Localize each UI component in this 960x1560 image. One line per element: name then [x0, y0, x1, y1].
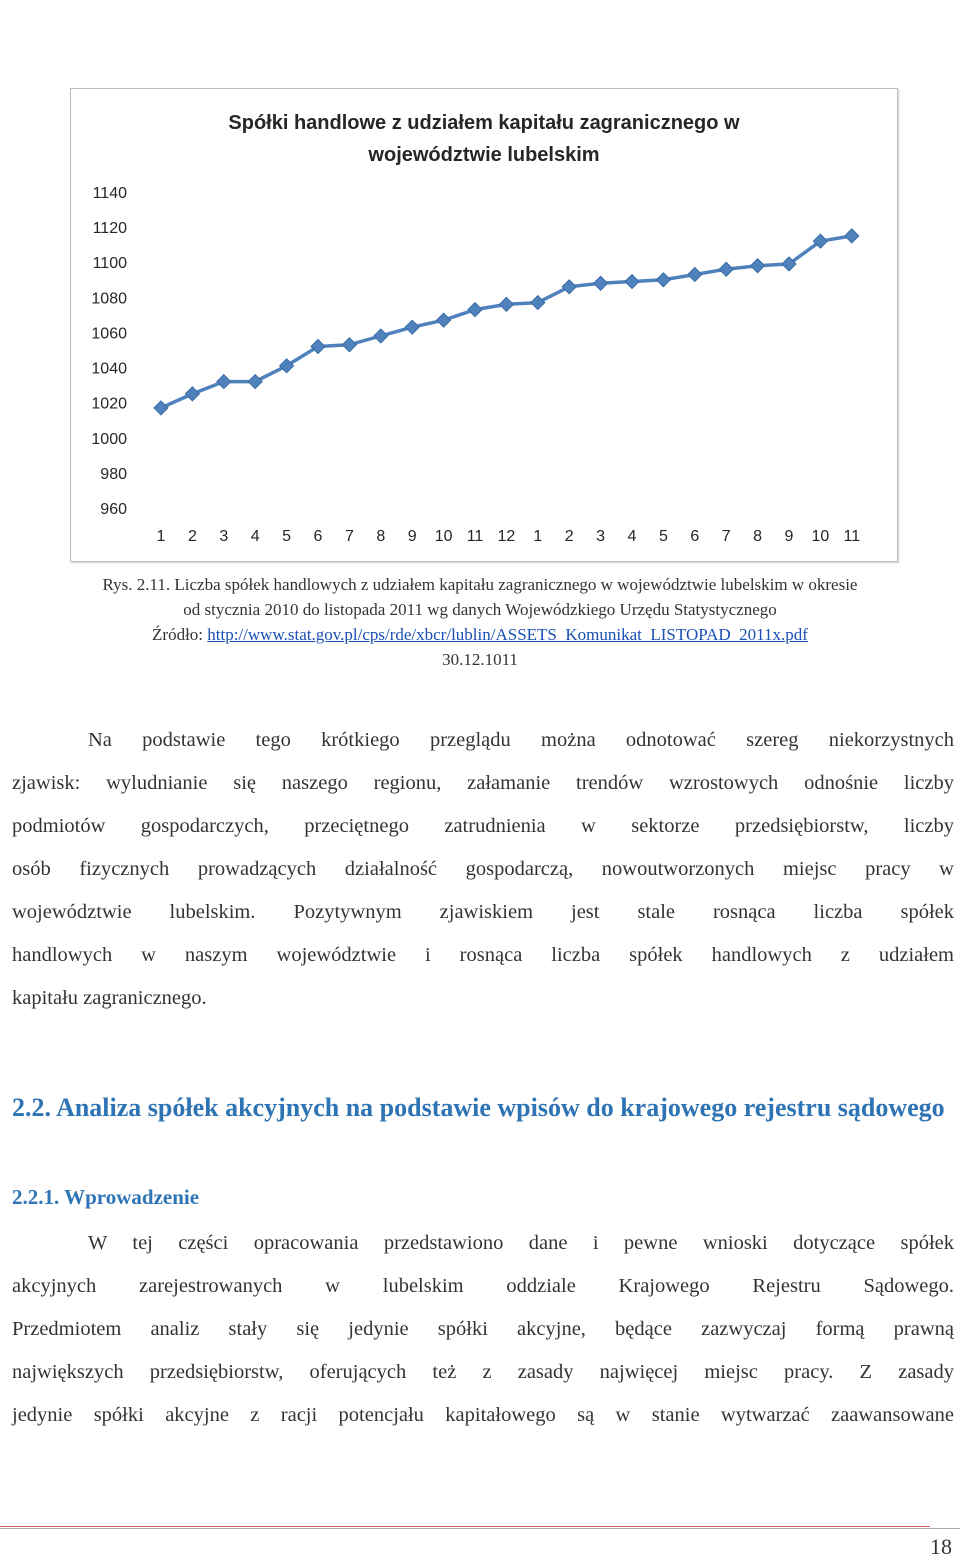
x-tick-label: 3	[596, 528, 606, 545]
caption-line-2: od stycznia 2010 do listopada 2011 wg danych Wojewódzkiego Urzędu Statystycznego	[183, 600, 777, 619]
paragraph-line: akcyjnych zarejestrowanych w lubelskim oddziale Krajowego Rejestru Sądowego.	[12, 1275, 954, 1297]
y-tick-label: 1140	[92, 185, 127, 202]
y-tick-label: 1060	[91, 325, 127, 343]
x-tick-label: 3	[219, 528, 229, 545]
y-tick-label: 960	[100, 501, 127, 518]
paragraph-line: W tej części opracowania przedstawiono dane i pewne wnioski dotyczące spółek	[88, 1232, 954, 1254]
y-tick-label: 980	[100, 465, 127, 483]
x-tick-label: 1	[533, 528, 543, 545]
x-tick-label: 11	[466, 528, 484, 545]
footer-divider-secondary	[0, 1528, 960, 1529]
figure-caption	[0, 572, 960, 672]
data-point-marker	[405, 320, 419, 334]
series-markers	[154, 229, 859, 415]
y-axis-ticks	[91, 185, 127, 518]
x-tick-label: 9	[407, 528, 417, 545]
paragraph-line: jedynie spółki akcyjne z racji potencjału kapitałowego są w stanie wytwarzać zaawansowane	[12, 1404, 954, 1426]
x-tick-label: 1	[156, 528, 166, 545]
data-point-marker	[562, 280, 576, 294]
data-point-marker	[656, 273, 670, 287]
y-tick-label: 1020	[91, 395, 127, 413]
data-point-marker	[845, 229, 859, 243]
x-tick-label: 4	[250, 528, 260, 545]
data-point-marker	[594, 276, 608, 290]
data-point-marker	[185, 387, 199, 401]
x-tick-label: 10	[434, 528, 453, 545]
y-tick-label: 1100	[92, 255, 127, 273]
source-link[interactable]: http://www.stat.gov.pl/cps/rde/xbcr/lublin/ASSETS_Komunikat_LISTOPAD_2011x.pdf	[207, 625, 808, 644]
paragraph-line: osób fizycznych prowadzących działalność gospodarczą, nowoutworzonych miejsc pracy w	[12, 858, 954, 880]
data-point-marker	[499, 297, 513, 311]
caption-date: 30.12.1011	[442, 650, 518, 669]
caption-source	[0, 622, 960, 647]
x-tick-label: 11	[843, 528, 861, 545]
paragraph-line: Przedmiotem analiz stały się jedynie spółki akcyjne, będące zazwyczaj formą prawną	[12, 1318, 954, 1340]
paragraph-line: największych przedsiębiorstw, oferujących też z zasady najwięcej miejsc pracy. Z zasady	[12, 1361, 954, 1383]
x-tick-label: 2	[187, 528, 197, 545]
section-heading: 2.2. Analiza spółek akcyjnych na podstawie wpisów do krajowego rejestru sądowego	[12, 1093, 945, 1122]
paragraph-line: zjawisk: wyludnianie się naszego regionu, załamanie trendów wzrostowych odnośnie liczby	[12, 772, 954, 794]
x-tick-label: 12	[497, 528, 516, 545]
chart-frame	[70, 88, 898, 562]
y-tick-label: 1080	[91, 290, 127, 308]
y-tick-label: 1000	[91, 430, 127, 448]
chart-title-line-2: województwie lubelskim	[368, 144, 600, 166]
paragraph-line: województwie lubelskim. Pozytywnym zjawiskiem jest stale rosnąca liczba spółek	[12, 901, 954, 923]
paragraph-line: Na podstawie tego krótkiego przeglądu można odnotować szereg niekorzystnych	[88, 729, 954, 751]
footer-divider	[0, 1526, 930, 1527]
x-tick-label: 2	[564, 528, 574, 545]
data-point-marker	[751, 259, 765, 273]
x-tick-label: 10	[811, 528, 830, 545]
data-point-marker	[688, 268, 702, 282]
x-tick-label: 6	[690, 528, 700, 545]
x-tick-label: 8	[753, 528, 763, 545]
x-axis-ticks	[157, 528, 861, 545]
x-tick-label: 5	[282, 528, 292, 545]
line-chart	[71, 89, 897, 561]
paragraph-line: kapitału zagranicznego.	[12, 987, 207, 1009]
series-line	[161, 236, 852, 408]
x-tick-label: 6	[313, 528, 323, 545]
data-point-marker	[468, 303, 482, 317]
x-tick-label: 5	[658, 528, 668, 545]
data-point-marker	[374, 329, 388, 343]
x-tick-label: 9	[784, 528, 794, 545]
paragraph-line: handlowych w naszym województwie i rosnąca liczba spółek handlowych z udziałem	[12, 944, 954, 966]
data-point-marker	[719, 262, 733, 276]
x-tick-label: 8	[376, 528, 386, 545]
data-point-marker	[342, 338, 356, 352]
paragraph-introduction	[12, 1222, 954, 1437]
data-point-marker	[531, 296, 545, 310]
y-tick-label: 1120	[92, 220, 127, 238]
x-tick-label: 7	[721, 528, 731, 545]
y-tick-label: 1040	[91, 360, 127, 378]
data-point-marker	[217, 375, 231, 389]
data-point-marker	[437, 313, 451, 327]
data-point-marker	[248, 375, 262, 389]
paragraph-line: podmiotów gospodarczych, przeciętnego zatrudnienia w sektorze przedsiębiorstw, liczby	[12, 815, 954, 837]
page-number: 18	[930, 1534, 952, 1559]
chart-title-line-1: Spółki handlowe z udziałem kapitału zagranicznego w	[228, 112, 740, 134]
paragraph-summary	[12, 719, 954, 1020]
source-label: Źródło:	[152, 625, 208, 644]
x-tick-label: 7	[344, 528, 354, 545]
data-point-marker	[154, 401, 168, 415]
x-tick-label: 4	[627, 528, 637, 545]
caption-line-1: Rys. 2.11. Liczba spółek handlowych z udziałem kapitału zagranicznego w województwie lubelskim w okresie	[102, 575, 858, 594]
data-point-marker	[625, 275, 639, 289]
subsection-heading: 2.2.1. Wprowadzenie	[12, 1185, 200, 1209]
